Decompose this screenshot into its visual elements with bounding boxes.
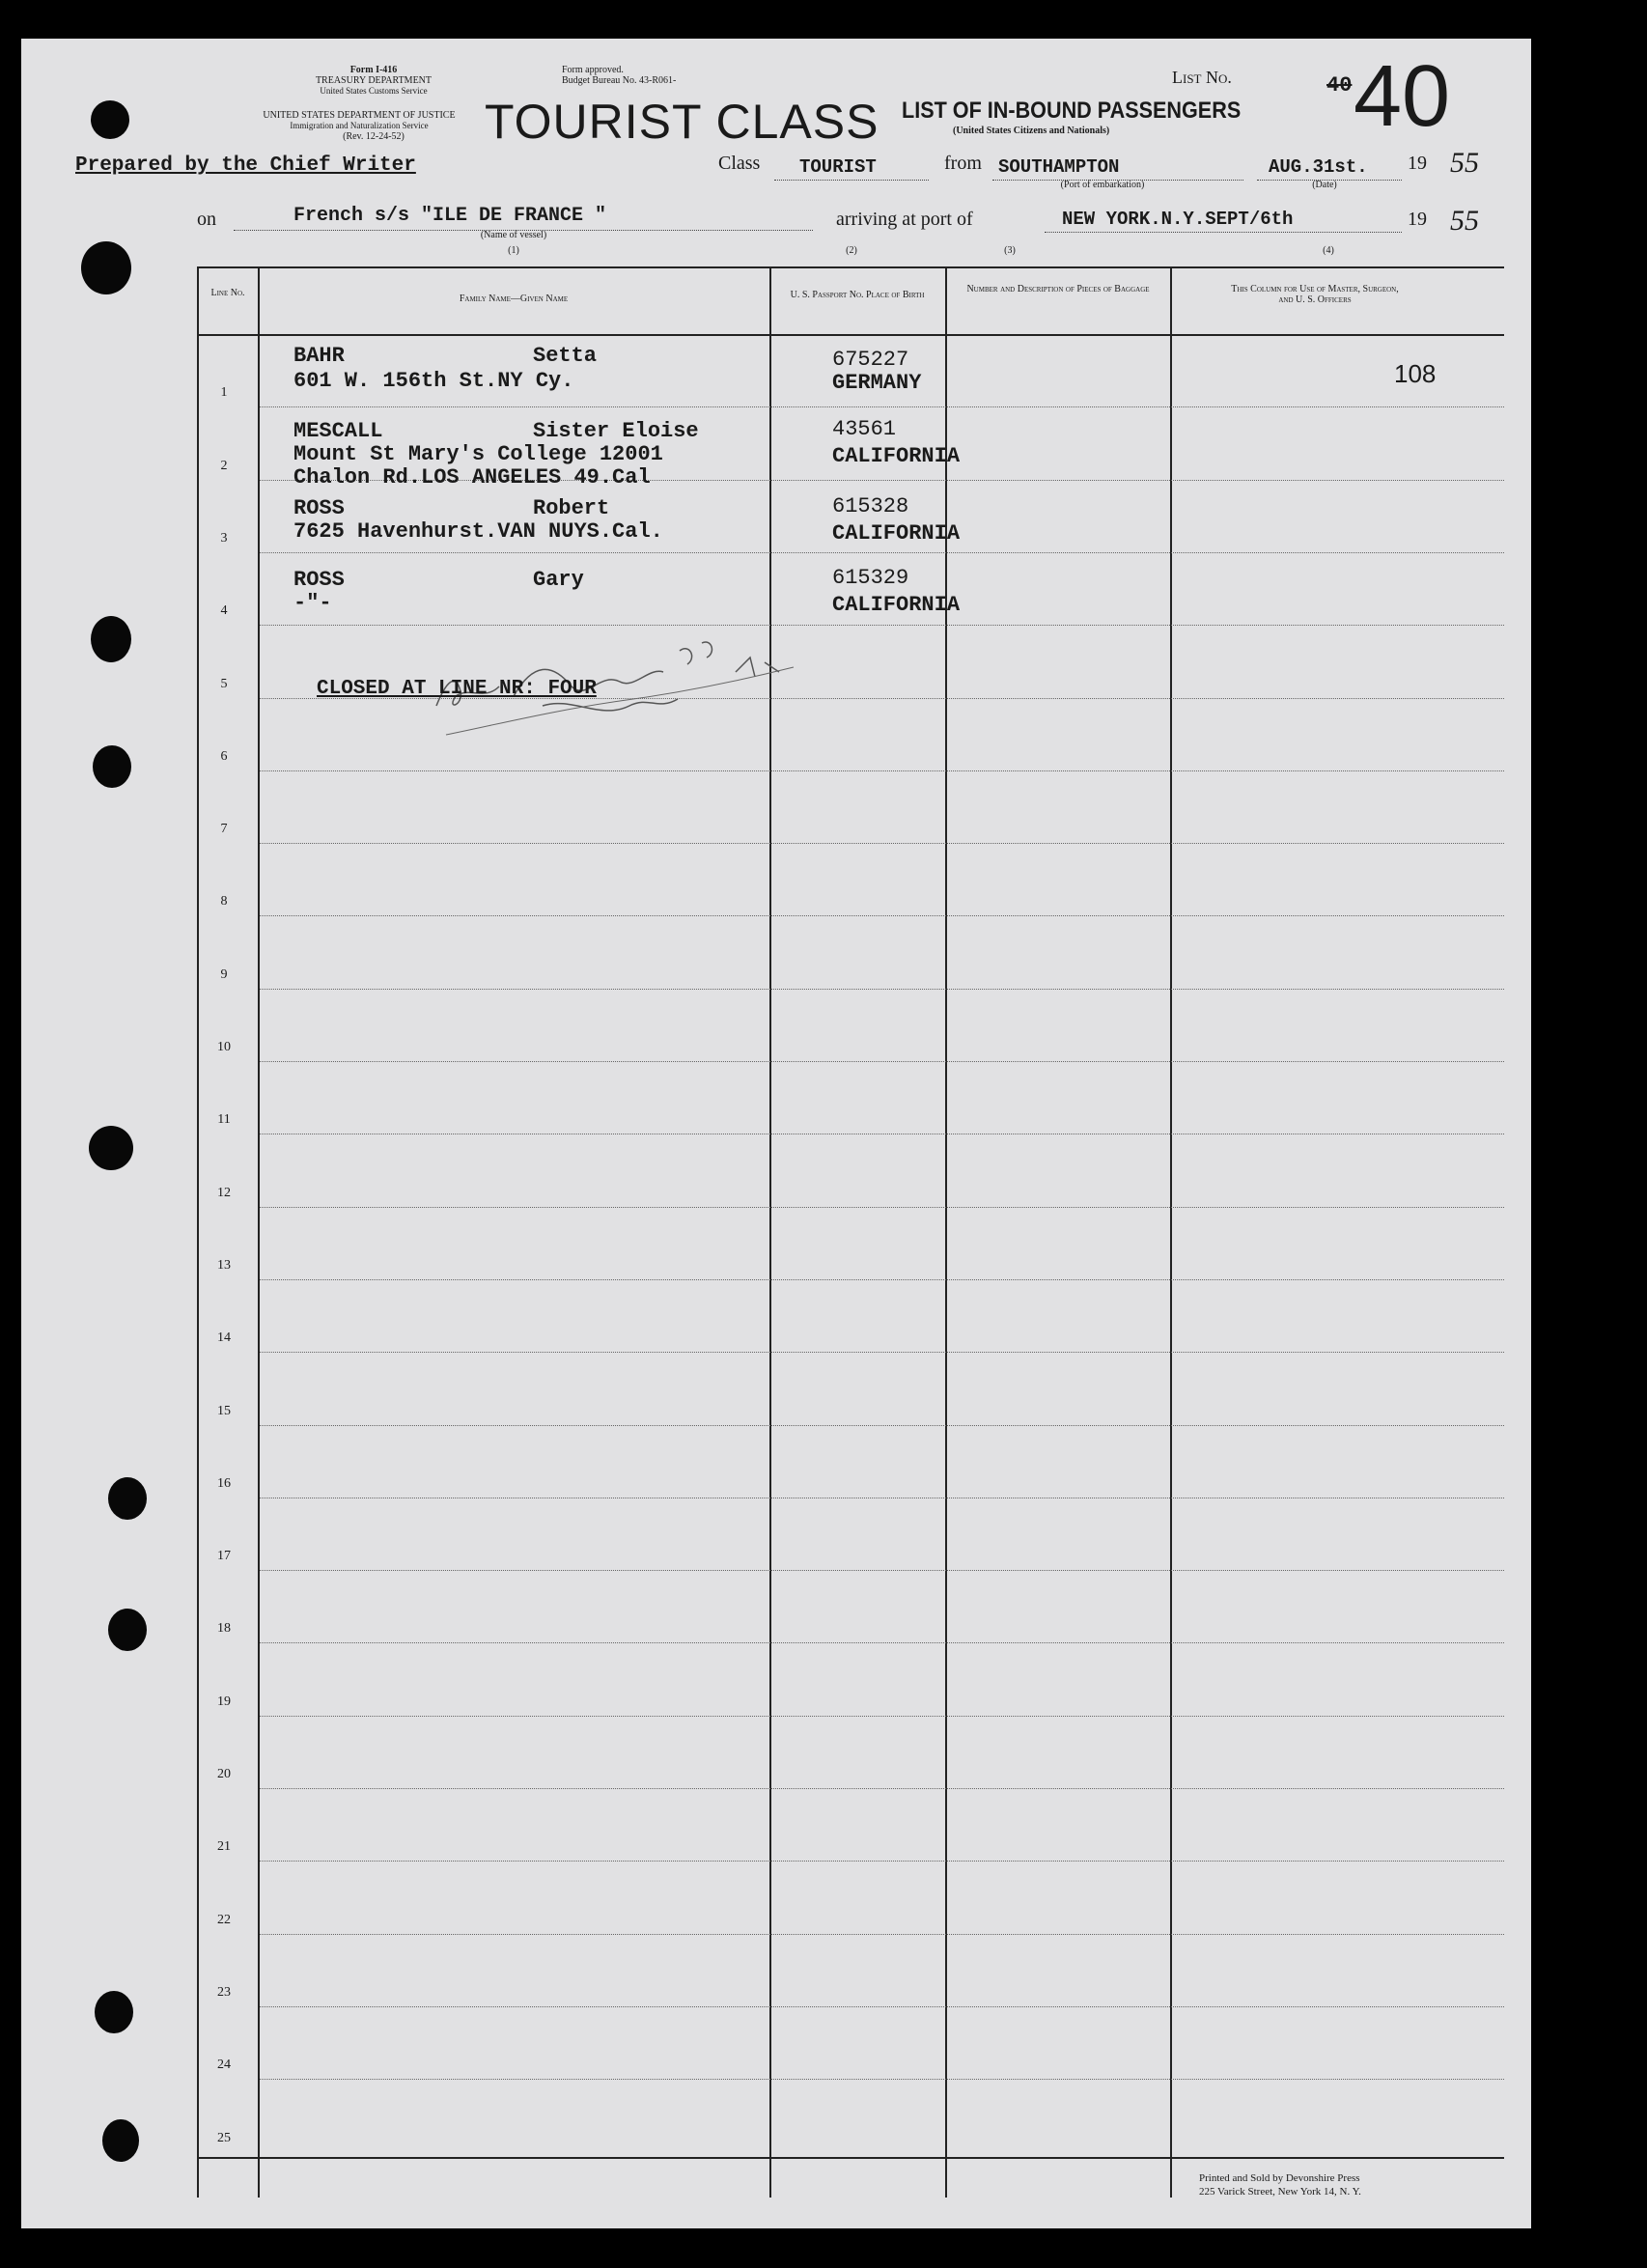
line-number: 23 bbox=[217, 1984, 231, 2000]
header-line-no: Line No. bbox=[210, 288, 245, 298]
line-number: 15 bbox=[217, 1403, 231, 1418]
dept-line-3: UNITED STATES DEPARTMENT OF JUSTICE bbox=[263, 110, 456, 121]
line-number: 3 bbox=[220, 530, 228, 546]
vessel-caption-number: (1) bbox=[508, 245, 519, 256]
arrival-year-prefix: 19 bbox=[1408, 209, 1427, 230]
line-number: 11 bbox=[217, 1112, 231, 1128]
passenger-family-name: ROSS bbox=[293, 568, 345, 592]
line-number: 16 bbox=[217, 1475, 231, 1491]
line-number: 19 bbox=[217, 1694, 231, 1709]
line-number: 18 bbox=[217, 1621, 231, 1637]
dept-line-1: TREASURY DEPARTMENT bbox=[315, 75, 433, 86]
birthplace: CALIFORNIA bbox=[832, 444, 961, 468]
row-rule bbox=[260, 1934, 1504, 1935]
table-left-border bbox=[197, 266, 199, 2198]
header-officers: This Column for Use of Master, Surgeon, and U. S. Officers bbox=[1231, 284, 1399, 305]
line-number: 2 bbox=[220, 458, 228, 473]
manifest-sheet bbox=[21, 39, 1531, 2228]
row-rule bbox=[260, 1061, 1504, 1062]
punch-hole bbox=[91, 100, 129, 139]
approval-line-2: Budget Bureau No. 43-R061- bbox=[562, 75, 677, 86]
punch-hole bbox=[102, 2119, 139, 2162]
line-number: 1 bbox=[220, 385, 228, 401]
table-top-border bbox=[197, 266, 1504, 268]
header-name: Family Name—Given Name bbox=[459, 294, 569, 304]
birthplace: CALIFORNIA bbox=[832, 593, 961, 617]
line-number: 7 bbox=[220, 822, 228, 837]
line-number: 9 bbox=[220, 966, 228, 982]
line-number: 21 bbox=[217, 1839, 231, 1855]
row-rule bbox=[260, 915, 1504, 916]
passenger-address: -"- bbox=[293, 591, 332, 615]
row-rule bbox=[260, 1425, 1504, 1426]
line-number: 5 bbox=[220, 676, 228, 691]
row-rule bbox=[260, 1207, 1504, 1208]
year-prefix: 19 bbox=[1408, 153, 1427, 174]
dept-line-2: United States Customs Service bbox=[320, 86, 428, 96]
passenger-family-name: BAHR bbox=[293, 344, 345, 368]
dept-line-4: Immigration and Naturalization Service bbox=[290, 121, 429, 130]
list-no-value: 40 bbox=[1354, 48, 1451, 145]
class-stamp: TOURIST CLASS bbox=[485, 95, 879, 149]
punch-hole bbox=[108, 1609, 147, 1651]
date-value: AUG.31st. bbox=[1269, 156, 1368, 178]
passenger-given-name: Sister Eloise bbox=[533, 419, 699, 443]
passenger-address-line-2: Chalon Rd.LOS ANGELES 49.Cal bbox=[293, 465, 651, 490]
punch-hole bbox=[91, 616, 131, 662]
line-number: 4 bbox=[220, 603, 228, 619]
vessel-caption: (Name of vessel) bbox=[480, 230, 547, 240]
punch-hole bbox=[81, 241, 131, 294]
row-rule bbox=[260, 1570, 1504, 1571]
port-caption: (Port of embarkation) bbox=[1060, 180, 1145, 190]
row-rule bbox=[260, 552, 1504, 553]
baggage-col-divider bbox=[1170, 266, 1172, 2198]
punch-hole bbox=[108, 1477, 147, 1520]
on-label: on bbox=[197, 209, 216, 230]
passenger-address: 7625 Havenhurst.VAN NUYS.Cal. bbox=[293, 519, 663, 544]
prepared-by: Prepared by the Chief Writer bbox=[75, 154, 416, 177]
class-underline bbox=[774, 180, 929, 182]
row-rule bbox=[260, 1788, 1504, 1789]
year-value: 55 bbox=[1450, 147, 1479, 179]
passenger-address: Mount St Mary's College 12001 bbox=[293, 442, 663, 466]
line-number: 20 bbox=[217, 1767, 231, 1781]
officer-note: 108 bbox=[1394, 359, 1437, 388]
birthplace: GERMANY bbox=[832, 371, 922, 395]
printer-line-1: Printed and Sold by Devonshire Press bbox=[1199, 2172, 1360, 2184]
row-rule bbox=[260, 770, 1504, 771]
revision: (Rev. 12-24-52) bbox=[343, 131, 405, 142]
punch-hole bbox=[89, 1126, 133, 1170]
line-number: 25 bbox=[217, 2130, 231, 2145]
passenger-given-name: Robert bbox=[533, 496, 610, 520]
form-subtitle: (United States Citizens and Nationals) bbox=[953, 126, 1110, 136]
printer-line-2: 225 Varick Street, New York 14, N. Y. bbox=[1199, 2186, 1361, 2198]
class-value: TOURIST bbox=[799, 156, 877, 178]
col-2-number: (2) bbox=[846, 245, 857, 256]
officer-signature bbox=[427, 604, 832, 749]
list-no-struck: 40 bbox=[1326, 73, 1353, 98]
row-rule bbox=[260, 1642, 1504, 1643]
list-no-label: List No. bbox=[1172, 68, 1232, 87]
row-rule bbox=[260, 406, 1504, 407]
line-number: 13 bbox=[217, 1257, 231, 1273]
row-rule bbox=[260, 1352, 1504, 1353]
row-rule bbox=[260, 2006, 1504, 2007]
arriving-label: arriving at port of bbox=[836, 209, 973, 230]
passenger-given-name: Setta bbox=[533, 344, 598, 368]
line-number: 12 bbox=[217, 1185, 231, 1200]
arrival-underline bbox=[1045, 232, 1402, 234]
line-number: 22 bbox=[217, 1912, 231, 1927]
date-caption: (Date) bbox=[1312, 180, 1337, 190]
arrival-year-value: 55 bbox=[1450, 205, 1479, 237]
line-number: 6 bbox=[220, 748, 228, 764]
punch-hole bbox=[93, 745, 131, 788]
passport-number: 43561 bbox=[832, 417, 897, 441]
line-number: 17 bbox=[217, 1549, 231, 1564]
row-rule bbox=[260, 843, 1504, 844]
table-bottom-border bbox=[197, 2157, 1504, 2159]
from-label: from bbox=[944, 153, 982, 174]
row-rule bbox=[260, 1716, 1504, 1717]
col-4-number: (4) bbox=[1323, 245, 1334, 256]
punch-hole bbox=[95, 1991, 133, 2033]
header-bottom-border bbox=[197, 334, 1504, 336]
line-number: 10 bbox=[217, 1040, 231, 1054]
row-rule bbox=[260, 2079, 1504, 2080]
row-rule bbox=[260, 1861, 1504, 1862]
row-rule bbox=[260, 1279, 1504, 1280]
header-passport: U. S. Passport No. Place of Birth bbox=[790, 290, 925, 300]
passenger-family-name: ROSS bbox=[293, 496, 345, 520]
line-number: 14 bbox=[217, 1330, 231, 1346]
birthplace: CALIFORNIA bbox=[832, 521, 961, 546]
passport-number: 615329 bbox=[832, 566, 909, 590]
vessel-value: French s/s "ILE DE FRANCE " bbox=[293, 205, 607, 227]
passport-number: 675227 bbox=[832, 348, 909, 372]
class-label: Class bbox=[718, 153, 761, 174]
passenger-family-name: MESCALL bbox=[293, 419, 383, 443]
arrival-value: NEW YORK.N.Y.SEPT/6th bbox=[1062, 209, 1294, 230]
col-3-number: (3) bbox=[1004, 245, 1016, 256]
closing-note: CLOSED AT LINE NR: FOUR bbox=[317, 678, 597, 700]
from-value: SOUTHAMPTON bbox=[998, 156, 1120, 178]
name-col-divider bbox=[769, 266, 771, 2198]
line-number: 8 bbox=[220, 894, 228, 910]
form-title: LIST OF IN-BOUND PASSENGERS bbox=[902, 98, 1242, 124]
form-number: Form I-416 bbox=[349, 65, 398, 75]
row-rule bbox=[260, 989, 1504, 990]
line-number: 24 bbox=[217, 2058, 231, 2073]
passenger-address: 601 W. 156th St.NY Cy. bbox=[293, 369, 574, 393]
header-baggage: Number and Description of Pieces of Baggage bbox=[966, 284, 1150, 294]
line-col-divider bbox=[258, 266, 260, 2198]
passenger-given-name: Gary bbox=[533, 568, 584, 592]
passport-col-divider bbox=[945, 266, 947, 2198]
approval-line-1: Form approved. bbox=[562, 65, 624, 75]
passport-number: 615328 bbox=[832, 494, 909, 518]
